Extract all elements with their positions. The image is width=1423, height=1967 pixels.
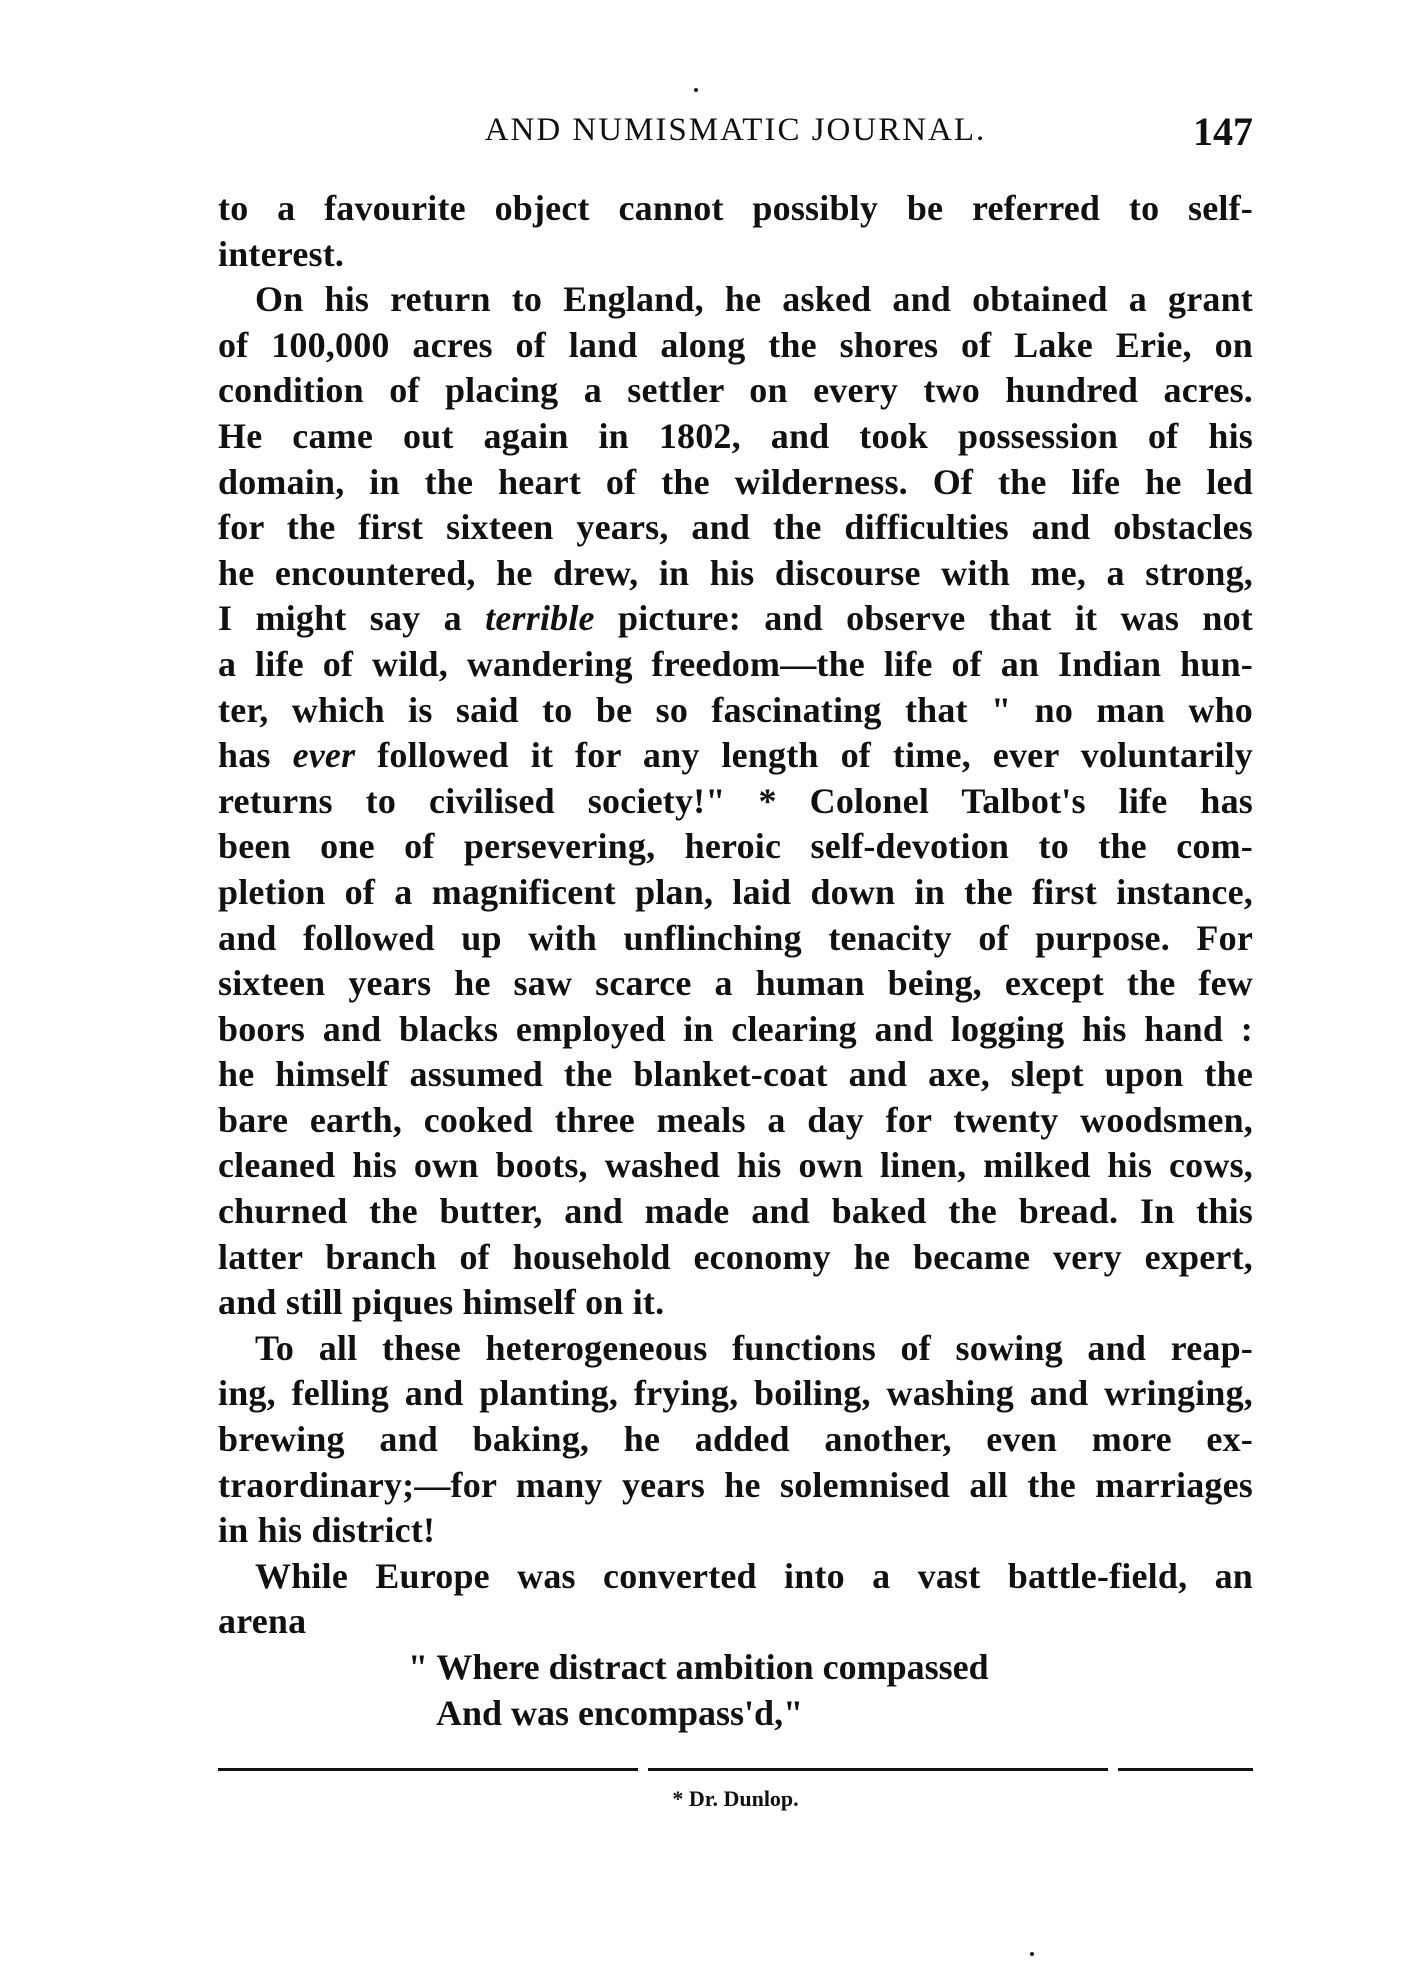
text-line: latter branch of household economy he became very expert, bbox=[218, 1236, 1253, 1277]
text-line: boors and blacks employed in clearing and logging his hand : bbox=[218, 1008, 1253, 1049]
rule-segment bbox=[1118, 1768, 1253, 1771]
text-line: traordinary;—for many years he solemnised all the marriages bbox=[218, 1464, 1253, 1505]
text-line: a life of wild, wandering freedom—the life of an Indian hun- bbox=[218, 643, 1253, 684]
verse-quotation bbox=[218, 1645, 1253, 1736]
text-line: He came out again in 1802, and took possession of his bbox=[218, 415, 1253, 456]
text-line: domain, in the heart of the wilderness. Of the life he led bbox=[218, 461, 1253, 502]
text-line: churned the butter, and made and baked the bread. In this bbox=[218, 1191, 1253, 1232]
text-line: I might say a terrible picture: and observe that it was not bbox=[218, 598, 1253, 639]
verse-line: And was encompass'd," bbox=[436, 1692, 804, 1733]
text-line: been one of persevering, heroic self-devotion to the com- bbox=[218, 826, 1253, 867]
print-speck bbox=[1030, 1952, 1034, 1956]
text-line: in his district! bbox=[218, 1510, 436, 1551]
text-line: to a favourite object cannot possibly be referred to self- bbox=[218, 188, 1253, 228]
text-line: interest. bbox=[218, 233, 345, 274]
footnote: * Dr. Dunlop. bbox=[672, 1786, 799, 1811]
text-line: arena bbox=[218, 1601, 307, 1642]
text-line: On his return to England, he asked and obtained a grant bbox=[255, 279, 1253, 320]
print-speck bbox=[694, 88, 698, 92]
text-line: of 100,000 acres of land along the shores of Lake Erie, on bbox=[218, 324, 1253, 365]
page-number: 147 bbox=[1193, 109, 1253, 154]
page-header bbox=[218, 109, 1253, 162]
text-line: ter, which is said to be so fascinating that " no man who bbox=[218, 689, 1253, 730]
verse-line: " Where distract ambition compassed bbox=[408, 1647, 989, 1688]
footnote-rule bbox=[218, 1768, 1253, 1776]
text-line: cleaned his own boots, washed his own linen, milked his cows, bbox=[218, 1145, 1253, 1186]
text-line: brewing and baking, he added another, even more ex- bbox=[218, 1419, 1253, 1460]
rule-segment bbox=[648, 1768, 1108, 1771]
text-line: ing, felling and planting, frying, boiling, washing and wringing, bbox=[218, 1373, 1253, 1414]
running-head: AND NUMISMATIC JOURNAL. bbox=[484, 112, 987, 148]
text-line: condition of placing a settler on every two hundred acres. bbox=[218, 370, 1253, 411]
text-line: and followed up with unflinching tenacity of purpose. For bbox=[218, 917, 1253, 958]
italic-word: terrible bbox=[485, 598, 595, 639]
text-line: has ever followed it for any length of time, ever voluntarily bbox=[218, 735, 1253, 776]
italic-word: ever bbox=[292, 735, 356, 776]
text-line: sixteen years he saw scarce a human being, except the few bbox=[218, 963, 1253, 1004]
text-line: While Europe was converted into a vast battle-field, an bbox=[255, 1555, 1253, 1596]
rule-segment bbox=[218, 1768, 638, 1771]
text-line: To all these heterogeneous functions of sowing and reap- bbox=[255, 1327, 1253, 1368]
text-line: for the first sixteen years, and the difficulties and obstacles bbox=[218, 507, 1253, 548]
body-text bbox=[218, 186, 1253, 1645]
text-line: he himself assumed the blanket-coat and axe, slept upon the bbox=[218, 1054, 1253, 1095]
text-line: pletion of a magnificent plan, laid down in the first instance, bbox=[218, 871, 1253, 912]
text-line: returns to civilised society!" * Colonel Talbot's life has bbox=[218, 780, 1253, 821]
text-line: bare earth, cooked three meals a day for twenty woodsmen, bbox=[218, 1099, 1253, 1140]
text-line: he encountered, he drew, in his discourse with me, a strong, bbox=[218, 552, 1253, 593]
text-line: and still piques himself on it. bbox=[218, 1282, 665, 1323]
